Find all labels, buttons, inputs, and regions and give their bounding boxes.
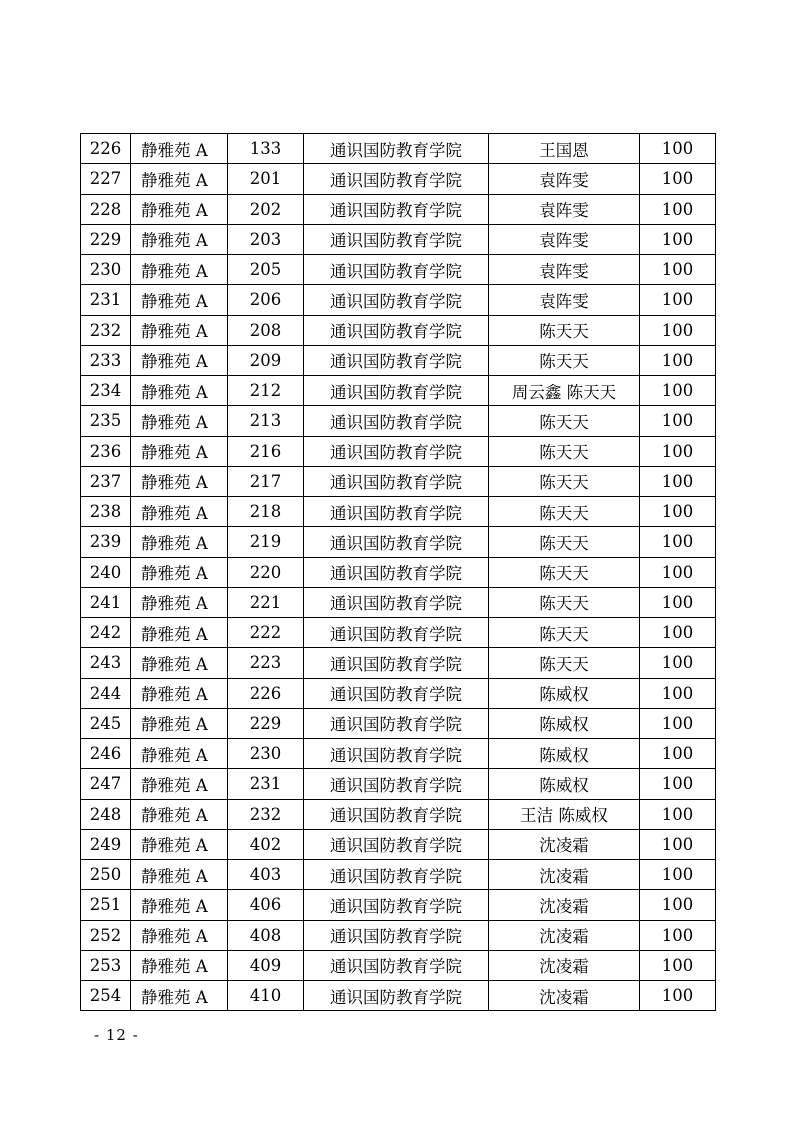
cell-score: 100 [640,466,716,496]
cell-score: 100 [640,920,716,950]
cell-building: 静雅苑 A [131,769,228,799]
table-row [81,285,716,315]
cell-college: 通识国防教育学院 [304,829,489,859]
table-row [81,678,716,708]
table-row [81,497,716,527]
cell-college: 通识国防教育学院 [304,769,489,799]
cell-college: 通识国防教育学院 [304,345,489,375]
cell-advisor: 沈凌霜 [489,950,640,980]
cell-advisor: 袁阵雯 [489,164,640,194]
cell-score: 100 [640,436,716,466]
cell-room: 410 [228,981,304,1011]
table-row [81,890,716,920]
table-row [81,134,716,164]
cell-college: 通识国防教育学院 [304,255,489,285]
cell-building: 静雅苑 A [131,920,228,950]
cell-college: 通识国防教育学院 [304,678,489,708]
cell-room: 203 [228,224,304,254]
cell-number: 238 [81,497,131,527]
table-row [81,739,716,769]
cell-room: 209 [228,345,304,375]
cell-score: 100 [640,255,716,285]
cell-number: 247 [81,769,131,799]
cell-college: 通识国防教育学院 [304,587,489,617]
cell-building: 静雅苑 A [131,678,228,708]
cell-room: 222 [228,618,304,648]
table-row [81,466,716,496]
cell-room: 206 [228,285,304,315]
cell-score: 100 [640,315,716,345]
cell-advisor: 陈威权 [489,678,640,708]
table-row [81,708,716,738]
cell-number: 251 [81,890,131,920]
cell-advisor: 陈天天 [489,466,640,496]
cell-advisor: 陈天天 [489,527,640,557]
cell-advisor: 陈天天 [489,557,640,587]
cell-room: 406 [228,890,304,920]
cell-room: 409 [228,950,304,980]
cell-advisor: 袁阵雯 [489,285,640,315]
cell-room: 219 [228,527,304,557]
table-row [81,224,716,254]
cell-number: 227 [81,164,131,194]
cell-building: 静雅苑 A [131,224,228,254]
cell-score: 100 [640,708,716,738]
cell-college: 通识国防教育学院 [304,981,489,1011]
cell-advisor: 陈威权 [489,739,640,769]
table-row [81,406,716,436]
cell-score: 100 [640,829,716,859]
table-row [81,799,716,829]
cell-room: 205 [228,255,304,285]
cell-room: 232 [228,799,304,829]
cell-room: 402 [228,829,304,859]
cell-building: 静雅苑 A [131,376,228,406]
cell-building: 静雅苑 A [131,255,228,285]
cell-building: 静雅苑 A [131,285,228,315]
table-row [81,255,716,285]
cell-number: 250 [81,860,131,890]
cell-advisor: 袁阵雯 [489,255,640,285]
cell-score: 100 [640,164,716,194]
cell-college: 通识国防教育学院 [304,466,489,496]
cell-advisor: 沈凌霜 [489,981,640,1011]
cell-number: 230 [81,255,131,285]
cell-building: 静雅苑 A [131,134,228,164]
cell-advisor: 陈天天 [489,345,640,375]
cell-score: 100 [640,527,716,557]
cell-number: 242 [81,618,131,648]
cell-number: 226 [81,134,131,164]
cell-score: 100 [640,860,716,890]
cell-college: 通识国防教育学院 [304,890,489,920]
table-row [81,557,716,587]
cell-score: 100 [640,134,716,164]
cell-college: 通识国防教育学院 [304,527,489,557]
table-body [81,134,716,1011]
cell-advisor: 沈凌霜 [489,829,640,859]
cell-room: 220 [228,557,304,587]
page-number: - 12 - [94,1026,139,1044]
cell-score: 100 [640,648,716,678]
table-row [81,436,716,466]
cell-score: 100 [640,799,716,829]
roster-sheet [80,133,715,1011]
cell-advisor: 陈天天 [489,618,640,648]
cell-score: 100 [640,769,716,799]
cell-college: 通识国防教育学院 [304,376,489,406]
table-row [81,164,716,194]
cell-score: 100 [640,557,716,587]
cell-college: 通识国防教育学院 [304,497,489,527]
cell-advisor: 沈凌霜 [489,860,640,890]
cell-score: 100 [640,678,716,708]
cell-building: 静雅苑 A [131,708,228,738]
table-row [81,860,716,890]
cell-college: 通识国防教育学院 [304,708,489,738]
cell-number: 241 [81,587,131,617]
cell-room: 226 [228,678,304,708]
cell-number: 235 [81,406,131,436]
cell-number: 237 [81,466,131,496]
cell-number: 231 [81,285,131,315]
cell-advisor: 陈威权 [489,708,640,738]
table-row [81,527,716,557]
cell-score: 100 [640,224,716,254]
cell-room: 229 [228,708,304,738]
cell-college: 通识国防教育学院 [304,860,489,890]
cell-number: 233 [81,345,131,375]
cell-college: 通识国防教育学院 [304,285,489,315]
cell-score: 100 [640,981,716,1011]
cell-advisor: 沈凌霜 [489,890,640,920]
cell-building: 静雅苑 A [131,587,228,617]
cell-room: 231 [228,769,304,799]
cell-building: 静雅苑 A [131,618,228,648]
cell-advisor: 陈威权 [489,769,640,799]
table-row [81,376,716,406]
cell-college: 通识国防教育学院 [304,436,489,466]
cell-room: 218 [228,497,304,527]
cell-number: 240 [81,557,131,587]
cell-number: 234 [81,376,131,406]
table-row [81,315,716,345]
cell-room: 217 [228,466,304,496]
cell-room: 201 [228,164,304,194]
cell-room: 133 [228,134,304,164]
table-row [81,829,716,859]
cell-score: 100 [640,285,716,315]
cell-advisor: 陈天天 [489,406,640,436]
cell-score: 100 [640,497,716,527]
cell-college: 通识国防教育学院 [304,557,489,587]
cell-score: 100 [640,345,716,375]
cell-building: 静雅苑 A [131,345,228,375]
cell-building: 静雅苑 A [131,527,228,557]
cell-room: 223 [228,648,304,678]
cell-room: 230 [228,739,304,769]
cell-advisor: 袁阵雯 [489,224,640,254]
table-row [81,618,716,648]
cell-college: 通识国防教育学院 [304,194,489,224]
cell-building: 静雅苑 A [131,829,228,859]
cell-college: 通识国防教育学院 [304,739,489,769]
cell-college: 通识国防教育学院 [304,618,489,648]
cell-advisor: 王洁 陈威权 [489,799,640,829]
cell-advisor: 王国恩 [489,134,640,164]
cell-advisor: 陈天天 [489,497,640,527]
cell-score: 100 [640,618,716,648]
cell-college: 通识国防教育学院 [304,224,489,254]
cell-college: 通识国防教育学院 [304,799,489,829]
cell-building: 静雅苑 A [131,436,228,466]
cell-score: 100 [640,406,716,436]
cell-advisor: 陈天天 [489,648,640,678]
cell-building: 静雅苑 A [131,557,228,587]
table-row [81,981,716,1011]
cell-building: 静雅苑 A [131,739,228,769]
cell-building: 静雅苑 A [131,890,228,920]
cell-building: 静雅苑 A [131,648,228,678]
cell-score: 100 [640,194,716,224]
cell-number: 249 [81,829,131,859]
cell-building: 静雅苑 A [131,799,228,829]
cell-score: 100 [640,890,716,920]
cell-college: 通识国防教育学院 [304,648,489,678]
cell-advisor: 沈凌霜 [489,920,640,950]
cell-room: 212 [228,376,304,406]
cell-number: 253 [81,950,131,980]
dormitory-score-table [80,133,716,1011]
table-row [81,920,716,950]
cell-number: 236 [81,436,131,466]
cell-number: 232 [81,315,131,345]
table-row [81,345,716,375]
table-row [81,648,716,678]
cell-score: 100 [640,739,716,769]
cell-college: 通识国防教育学院 [304,315,489,345]
cell-number: 248 [81,799,131,829]
cell-college: 通识国防教育学院 [304,920,489,950]
cell-advisor: 陈天天 [489,315,640,345]
cell-room: 208 [228,315,304,345]
cell-building: 静雅苑 A [131,497,228,527]
cell-building: 静雅苑 A [131,466,228,496]
cell-building: 静雅苑 A [131,406,228,436]
cell-advisor: 陈天天 [489,587,640,617]
cell-advisor: 陈天天 [489,436,640,466]
cell-number: 252 [81,920,131,950]
cell-room: 216 [228,436,304,466]
table-row [81,587,716,617]
cell-building: 静雅苑 A [131,950,228,980]
cell-number: 229 [81,224,131,254]
cell-room: 403 [228,860,304,890]
cell-building: 静雅苑 A [131,315,228,345]
table-row [81,950,716,980]
cell-room: 213 [228,406,304,436]
cell-college: 通识国防教育学院 [304,950,489,980]
cell-advisor: 周云鑫 陈天天 [489,376,640,406]
cell-number: 246 [81,739,131,769]
cell-score: 100 [640,587,716,617]
cell-room: 221 [228,587,304,617]
cell-number: 243 [81,648,131,678]
cell-number: 228 [81,194,131,224]
cell-building: 静雅苑 A [131,860,228,890]
cell-room: 202 [228,194,304,224]
cell-number: 254 [81,981,131,1011]
cell-score: 100 [640,376,716,406]
cell-score: 100 [640,950,716,980]
cell-number: 245 [81,708,131,738]
cell-number: 244 [81,678,131,708]
table-row [81,194,716,224]
cell-college: 通识国防教育学院 [304,134,489,164]
cell-building: 静雅苑 A [131,981,228,1011]
cell-advisor: 袁阵雯 [489,194,640,224]
cell-number: 239 [81,527,131,557]
cell-building: 静雅苑 A [131,164,228,194]
table-row [81,769,716,799]
cell-college: 通识国防教育学院 [304,164,489,194]
cell-college: 通识国防教育学院 [304,406,489,436]
cell-building: 静雅苑 A [131,194,228,224]
cell-room: 408 [228,920,304,950]
